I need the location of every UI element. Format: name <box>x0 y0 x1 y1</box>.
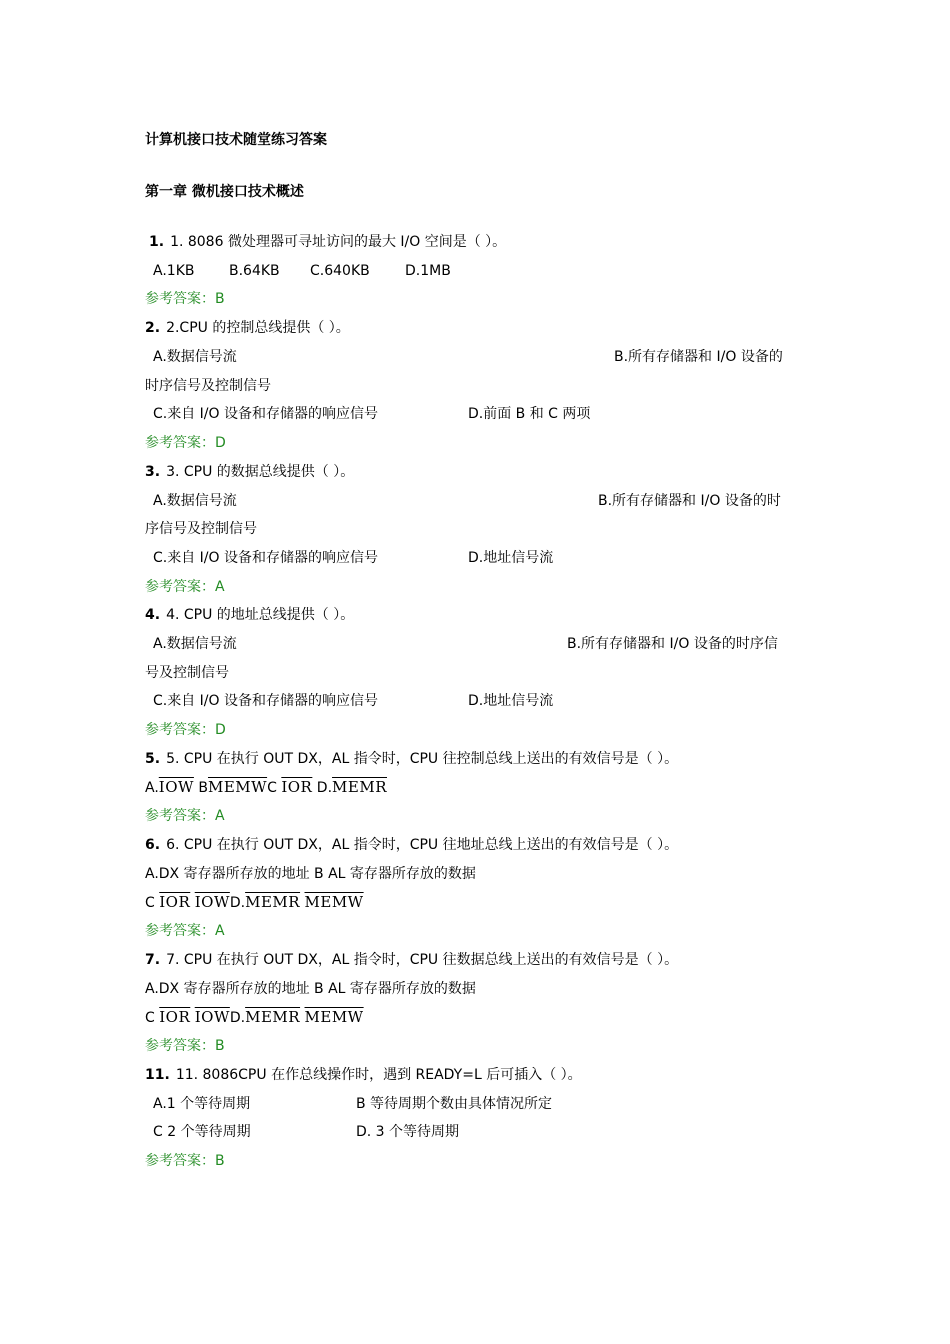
option-c: C.来自 I/O 设备和存储器的响应信号 <box>153 406 378 422</box>
signal-ior: $\overline{IOR}$ <box>159 893 191 911</box>
option-d: D.地址信号流 <box>468 693 554 709</box>
option-b: B 等待周期个数由具体情况所定 <box>356 1096 553 1112</box>
option-b-prefix: B <box>198 780 208 796</box>
option-b: B.64KB <box>229 263 280 279</box>
option-b-continued: 号及控制信号 <box>145 665 229 681</box>
question-5 <box>145 750 678 768</box>
answer-2: 参考答案：D <box>145 435 226 451</box>
options-ab: A.DX 寄存器所存放的地址 B AL 寄存器所存放的数据 <box>145 866 476 882</box>
question-11 <box>145 1066 582 1084</box>
option-d: D.地址信号流 <box>468 550 554 566</box>
option-d-prefix: D. <box>229 1010 246 1026</box>
question-number: 3. <box>145 464 161 480</box>
option-b: B.所有存储器和 I/O 设备的时序信 <box>567 636 778 652</box>
question-number: 1. <box>149 234 165 250</box>
answer-5: 参考答案：A <box>145 808 225 824</box>
signal-memr: MEMR <box>245 893 301 911</box>
option-b: B.所有存储器和 I/O 设备的时 <box>598 493 781 509</box>
option-b: B.所有存储器和 I/O 设备的 <box>614 349 783 365</box>
option-d: D.前面 B 和 C 两项 <box>468 406 591 422</box>
answer-3: 参考答案：A <box>145 579 225 595</box>
question-1 <box>149 233 506 251</box>
signal-iow: $\overline{IOW}$ <box>194 893 230 911</box>
question-text: 5. CPU 在执行 OUT DX，AL 指令时，CPU 往控制总线上送出的有效信号是（ ）。 <box>166 751 679 767</box>
question-number: 4. <box>145 607 161 623</box>
signal-ior: $\overline{IOR}$ <box>159 1008 191 1026</box>
option-c: C 2 个等待周期 <box>153 1124 251 1140</box>
signal-iow: $\overline{IOW}$ <box>194 1008 230 1026</box>
signal-options <box>145 893 364 912</box>
signal-memr: MEMR <box>332 778 387 796</box>
question-text: 11. 8086CPU 在作总线操作时，遇到 READY=L 后可插入（ ）。 <box>175 1067 582 1083</box>
question-text: 7. CPU 在执行 OUT DX，AL 指令时，CPU 往数据总线上送出的有效信号是（ ）。 <box>166 952 679 968</box>
option-d: D.1MB <box>405 263 451 279</box>
answer-7: 参考答案：B <box>145 1038 225 1054</box>
question-7 <box>145 951 678 969</box>
option-a: A.数据信号流 <box>153 636 237 652</box>
option-c-prefix: C <box>145 895 155 911</box>
answer-11: 参考答案：B <box>145 1153 225 1169</box>
option-a-prefix: A. <box>145 780 159 796</box>
question-number: 2. <box>145 320 161 336</box>
signal-memw: MEMW <box>304 893 364 911</box>
signal-options <box>145 778 387 797</box>
question-2 <box>145 319 350 337</box>
option-c: C.来自 I/O 设备和存储器的响应信号 <box>153 693 378 709</box>
question-text: 3. CPU 的数据总线提供（ ）。 <box>166 464 355 480</box>
options-ab: A.DX 寄存器所存放的地址 B AL 寄存器所存放的数据 <box>145 981 476 997</box>
question-6 <box>145 836 678 854</box>
question-number: 5. <box>145 751 161 767</box>
chapter-title: 第一章 微机接口技术概述 <box>145 184 304 200</box>
question-text: 6. CPU 在执行 OUT DX，AL 指令时，CPU 往地址总线上送出的有效信号是（ ）。 <box>166 837 679 853</box>
answer-6: 参考答案：A <box>145 923 225 939</box>
option-a: A.1KB <box>153 263 195 279</box>
option-c-prefix: C <box>267 780 277 796</box>
question-3 <box>145 463 354 481</box>
document-title: 计算机接口技术随堂练习答案 <box>145 132 327 148</box>
question-text: 1. 8086 微处理器可寻址访问的最大 I/O 空间是（ ）。 <box>170 234 507 250</box>
question-4 <box>145 606 354 624</box>
option-a: A.数据信号流 <box>153 493 237 509</box>
option-a: A.1 个等待周期 <box>153 1096 251 1112</box>
signal-iow: $\overline{IOW}$ <box>158 778 194 796</box>
question-number: 6. <box>145 837 161 853</box>
option-c-prefix: C <box>145 1010 155 1026</box>
option-b-continued: 序信号及控制信号 <box>145 521 257 537</box>
signal-memw: MEMW <box>304 1008 364 1026</box>
question-text: 4. CPU 的地址总线提供（ ）。 <box>166 607 355 623</box>
option-d-prefix: D. <box>316 780 333 796</box>
option-a: A.数据信号流 <box>153 349 237 365</box>
option-c: C.640KB <box>310 263 370 279</box>
option-d: D. 3 个等待周期 <box>356 1124 460 1140</box>
question-number: 11. <box>145 1067 170 1083</box>
option-b-continued: 时序信号及控制信号 <box>145 378 271 394</box>
answer-4: 参考答案：D <box>145 722 226 738</box>
option-d-prefix: D. <box>229 895 246 911</box>
signal-memw: MEMW <box>207 778 268 796</box>
answer-1: 参考答案：B <box>145 291 225 307</box>
question-number: 7. <box>145 952 161 968</box>
signal-options <box>145 1008 364 1027</box>
question-text: 2.CPU 的控制总线提供（ ）。 <box>166 320 350 336</box>
signal-memr: MEMR <box>245 1008 301 1026</box>
signal-ior: $\overline{IOR}$ <box>281 778 313 796</box>
option-c: C.来自 I/O 设备和存储器的响应信号 <box>153 550 378 566</box>
